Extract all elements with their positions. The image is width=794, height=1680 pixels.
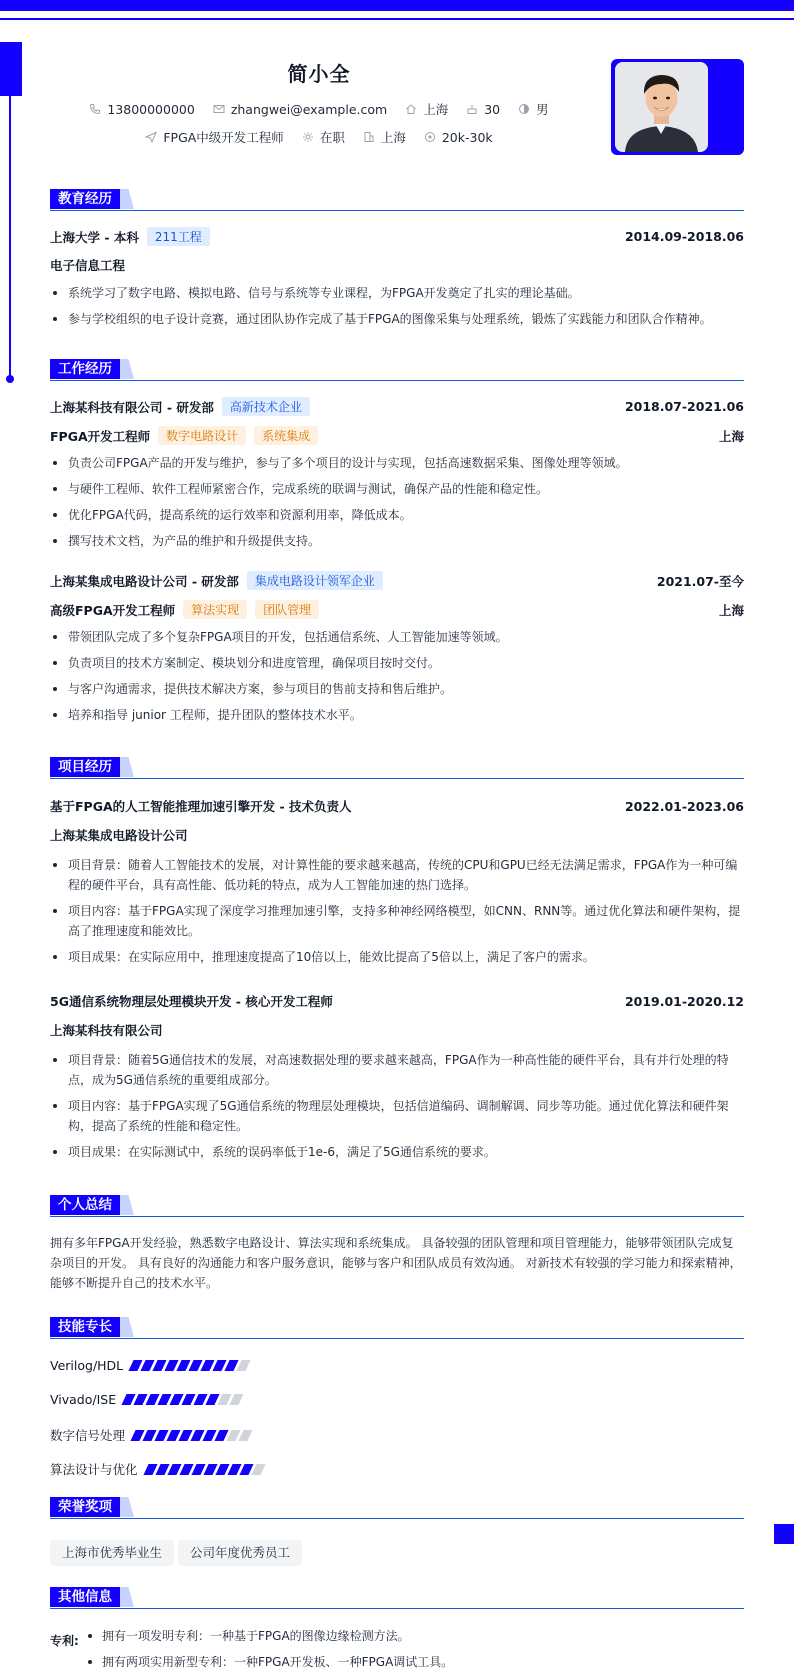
work-1-role-row	[50, 426, 744, 445]
skill-row	[50, 1426, 250, 1444]
avatar	[615, 62, 708, 152]
list-item: 项目成果：在实际测试中，系统的误码率低于1e-6，满足了5G通信系统的要求。	[50, 1142, 744, 1162]
home-icon	[405, 103, 417, 115]
section-title-tail	[120, 1587, 134, 1607]
project-org: 上海某集成电路设计公司	[50, 828, 188, 843]
project-org: 上海某科技有限公司	[50, 1023, 163, 1038]
job-intent-row	[0, 128, 638, 146]
phone-item	[89, 102, 194, 117]
skill-level-segment	[215, 1464, 229, 1475]
project-1-bullets	[50, 855, 744, 973]
skill-level-segment	[191, 1464, 205, 1475]
section-title-tail	[120, 1317, 134, 1337]
section-title: 教育经历	[50, 189, 120, 209]
section-awards	[50, 1497, 744, 1519]
patent-label: 专利:	[50, 1634, 79, 1648]
coin-icon	[424, 131, 436, 143]
work-1-header	[50, 397, 744, 416]
section-title: 技能专长	[50, 1317, 120, 1337]
section-title-tail	[120, 189, 134, 209]
skill-row	[50, 1392, 241, 1407]
company-name: 上海某科技有限公司 - 研发部	[50, 399, 214, 415]
list-item: 负责项目的技术方案制定、模块划分和进度管理，确保项目按时交付。	[50, 653, 744, 673]
project-2-org-row	[50, 1021, 744, 1039]
gender-item	[518, 100, 549, 118]
section-title-tail	[120, 1195, 134, 1215]
project-1-org-row	[50, 826, 744, 844]
skill-level-bar	[124, 1394, 241, 1405]
send-icon	[145, 131, 157, 143]
work-2-header	[50, 571, 744, 590]
section-project	[50, 757, 744, 779]
education-date: 2014.09-2018.06	[624, 229, 744, 244]
role-name: FPGA开发工程师	[50, 428, 151, 444]
skill-level-bar	[133, 1430, 250, 1441]
project-title: 5G通信系统物理层处理模块开发 - 核心开发工程师	[50, 994, 333, 1009]
job-text: FPGA中级开发工程师	[163, 130, 284, 145]
summary-text: 拥有多年FPGA开发经验，熟悉数字电路设计、算法实现和系统集成。 具备较强的团队管理和项目管理能力，能够带领团队完成复杂项目的开发。 具有良好的沟通能力和客户服务意识，能够与客户和团队成员有效沟通。 对新技术有较强的学习能力和探索精神，能够不断提升自己的技术水平。	[50, 1236, 742, 1290]
list-item: 培养和指导 junior 工程师，提升团队的整体技术水平。	[50, 705, 744, 725]
skill-level-segment	[203, 1464, 217, 1475]
skill-level-bar	[131, 1360, 248, 1371]
list-item: 与客户沟通需求，提供技术解决方案，参与项目的售前支持和售后维护。	[50, 679, 744, 699]
gender-icon	[518, 103, 530, 115]
skill-level-segment	[237, 1360, 251, 1371]
cake-icon	[466, 103, 478, 115]
project-2-header	[50, 992, 744, 1010]
role-tag: 数字电路设计	[158, 426, 246, 445]
skill-level-segment	[143, 1464, 157, 1475]
role-tag: 算法实现	[183, 600, 247, 619]
left-accent-dot	[6, 375, 14, 383]
project-date: 2022.01-2023.06	[624, 798, 744, 814]
list-item: 拥有两项实用新型专利：一种FPGA开发板、一种FPGA调试工具。	[86, 1652, 726, 1672]
section-work	[50, 359, 744, 381]
work-2-bullets	[50, 627, 744, 731]
skill-name: Verilog/HDL	[50, 1358, 124, 1373]
work-location: 上海	[718, 428, 744, 444]
city-text: 上海	[423, 102, 449, 117]
target-city-text: 上海	[380, 130, 406, 145]
list-item: 带领团队完成了多个复杂FPGA项目的开发，包括通信系统、人工智能加速等领域。	[50, 627, 744, 647]
list-item: 撰写技术文档，为产品的维护和升级提供支持。	[50, 531, 744, 551]
city-item	[405, 100, 448, 118]
work-date: 2021.07-至今	[656, 573, 744, 589]
project-date: 2019.01-2020.12	[624, 993, 744, 1009]
target-city-item	[363, 128, 406, 146]
company-tag: 集成电路设计领军企业	[247, 571, 383, 590]
skill-level-segment	[227, 1464, 241, 1475]
list-item: 优化FPGA代码，提高系统的运行效率和资源利用率，降低成本。	[50, 505, 744, 525]
skill-level-bar	[146, 1464, 263, 1475]
project-2-bullets	[50, 1050, 744, 1168]
section-skills	[50, 1317, 744, 1339]
education-header	[50, 227, 744, 246]
section-title-tail	[120, 757, 134, 777]
skill-level-segment	[230, 1394, 244, 1405]
role-name: 高级FPGA开发工程师	[50, 602, 176, 618]
skill-name: Vivado/ISE	[50, 1392, 117, 1407]
award-chip: 上海市优秀毕业生	[50, 1540, 174, 1566]
list-item: 项目成果：在实际应用中，推理速度提高了10倍以上，能效比提高了5倍以上，满足了客户的需求。	[50, 947, 744, 967]
phone-icon	[89, 103, 101, 115]
education-bullets	[50, 283, 744, 335]
patent-list	[86, 1626, 726, 1678]
skill-row	[50, 1358, 248, 1373]
skill-level-segment	[155, 1464, 169, 1475]
work-2-role-row	[50, 600, 744, 619]
company-name: 上海某集成电路设计公司 - 研发部	[50, 573, 239, 589]
list-item: 参与学校组织的电子设计竞赛，通过团队协作完成了基于FPGA的图像采集与处理系统，锻炼了实践能力和团队合作精神。	[50, 309, 744, 329]
gear-icon	[302, 131, 314, 143]
skill-name: 数字信号处理	[50, 1428, 126, 1443]
age-item	[466, 102, 500, 117]
list-item: 项目背景：随着人工智能技术的发展，对计算性能的要求越来越高，传统的CPU和GPU已经无法满足需求，FPGA作为一种可编程的硬件平台，具有高性能、低功耗的特点，成为人工智能加速的热门选择。	[50, 855, 744, 895]
work-1-bullets	[50, 453, 744, 557]
list-item: 与硬件工程师、软件工程师紧密合作，完成系统的联调与测试，确保产品的性能和稳定性。	[50, 479, 744, 499]
project-1-header	[50, 797, 744, 815]
candidate-name: 简小全	[287, 62, 351, 86]
skill-level-segment	[167, 1464, 181, 1475]
school-tag: 211工程	[147, 227, 210, 246]
top-accent-bar	[0, 0, 794, 11]
skill-level-segment	[238, 1430, 252, 1441]
section-title-tail	[120, 1497, 134, 1517]
list-item: 系统学习了数字电路、模拟电路、信号与系统等专业课程，为FPGA开发奠定了扎实的理论基础。	[50, 283, 744, 303]
list-item: 负责公司FPGA产品的开发与维护，参与了多个项目的设计与实现，包括高速数据采集、图像处理等领域。	[50, 453, 744, 473]
award-chip: 公司年度优秀员工	[178, 1540, 302, 1566]
skill-row	[50, 1460, 263, 1478]
right-accent-block	[774, 1524, 794, 1544]
work-date: 2018.07-2021.06	[624, 399, 744, 414]
list-item: 项目内容：基于FPGA实现了5G通信系统的物理层处理模块，包括信道编码、调制解调、同步等功能。通过优化算法和硬件架构，提高了系统的性能和稳定性。	[50, 1096, 744, 1136]
gender-text: 男	[536, 102, 549, 117]
building-icon	[363, 131, 375, 143]
salary-text: 20k-30k	[441, 129, 493, 145]
job-item	[145, 128, 283, 146]
section-title: 其他信息	[50, 1587, 120, 1607]
status-text: 在职	[319, 130, 345, 145]
education-major-row	[50, 256, 744, 274]
school-name: 上海大学 - 本科	[50, 229, 139, 245]
section-title: 项目经历	[50, 757, 120, 777]
phone-text: 13800000000	[107, 101, 195, 117]
top-accent-line	[0, 18, 794, 20]
section-title: 个人总结	[50, 1195, 120, 1215]
list-item: 项目背景：随着5G通信技术的发展，对高速数据处理的要求越来越高，FPGA作为一种高性能的硬件平台，具有并行处理的特点，成为5G通信系统的重要组成部分。	[50, 1050, 744, 1090]
list-item: 拥有一项发明专利：一种基于FPGA的图像边缘检测方法。	[86, 1626, 726, 1646]
skill-level-segment	[179, 1464, 193, 1475]
contact-row	[0, 100, 638, 118]
email-item	[213, 102, 387, 117]
section-summary	[50, 1195, 744, 1217]
section-education	[50, 189, 744, 211]
section-title-tail	[120, 359, 134, 379]
section-title: 工作经历	[50, 359, 120, 379]
project-title: 基于FPGA的人工智能推理加速引擎开发 - 技术负责人	[50, 799, 352, 814]
section-other	[50, 1587, 744, 1609]
major: 电子信息工程	[50, 258, 126, 273]
company-tag: 高新技术企业	[222, 397, 310, 416]
skill-level-segment	[239, 1464, 253, 1475]
age-text: 30	[484, 101, 501, 117]
email-text: zhangwei@example.com	[230, 101, 388, 117]
list-item: 项目内容：基于FPGA实现了深度学习推理加速引擎，支持多种神经网络模型，如CNN、RNN等。通过优化算法和硬件架构，提高了推理速度和能效比。	[50, 901, 744, 941]
section-title: 荣誉奖项	[50, 1497, 120, 1517]
role-tag: 系统集成	[254, 426, 318, 445]
mail-icon	[213, 103, 225, 115]
skill-name: 算法设计与优化	[50, 1462, 138, 1477]
skill-level-segment	[251, 1464, 265, 1475]
salary-item	[424, 130, 493, 145]
work-location: 上海	[718, 602, 744, 618]
role-tag: 团队管理	[255, 600, 319, 619]
status-item	[302, 128, 345, 146]
